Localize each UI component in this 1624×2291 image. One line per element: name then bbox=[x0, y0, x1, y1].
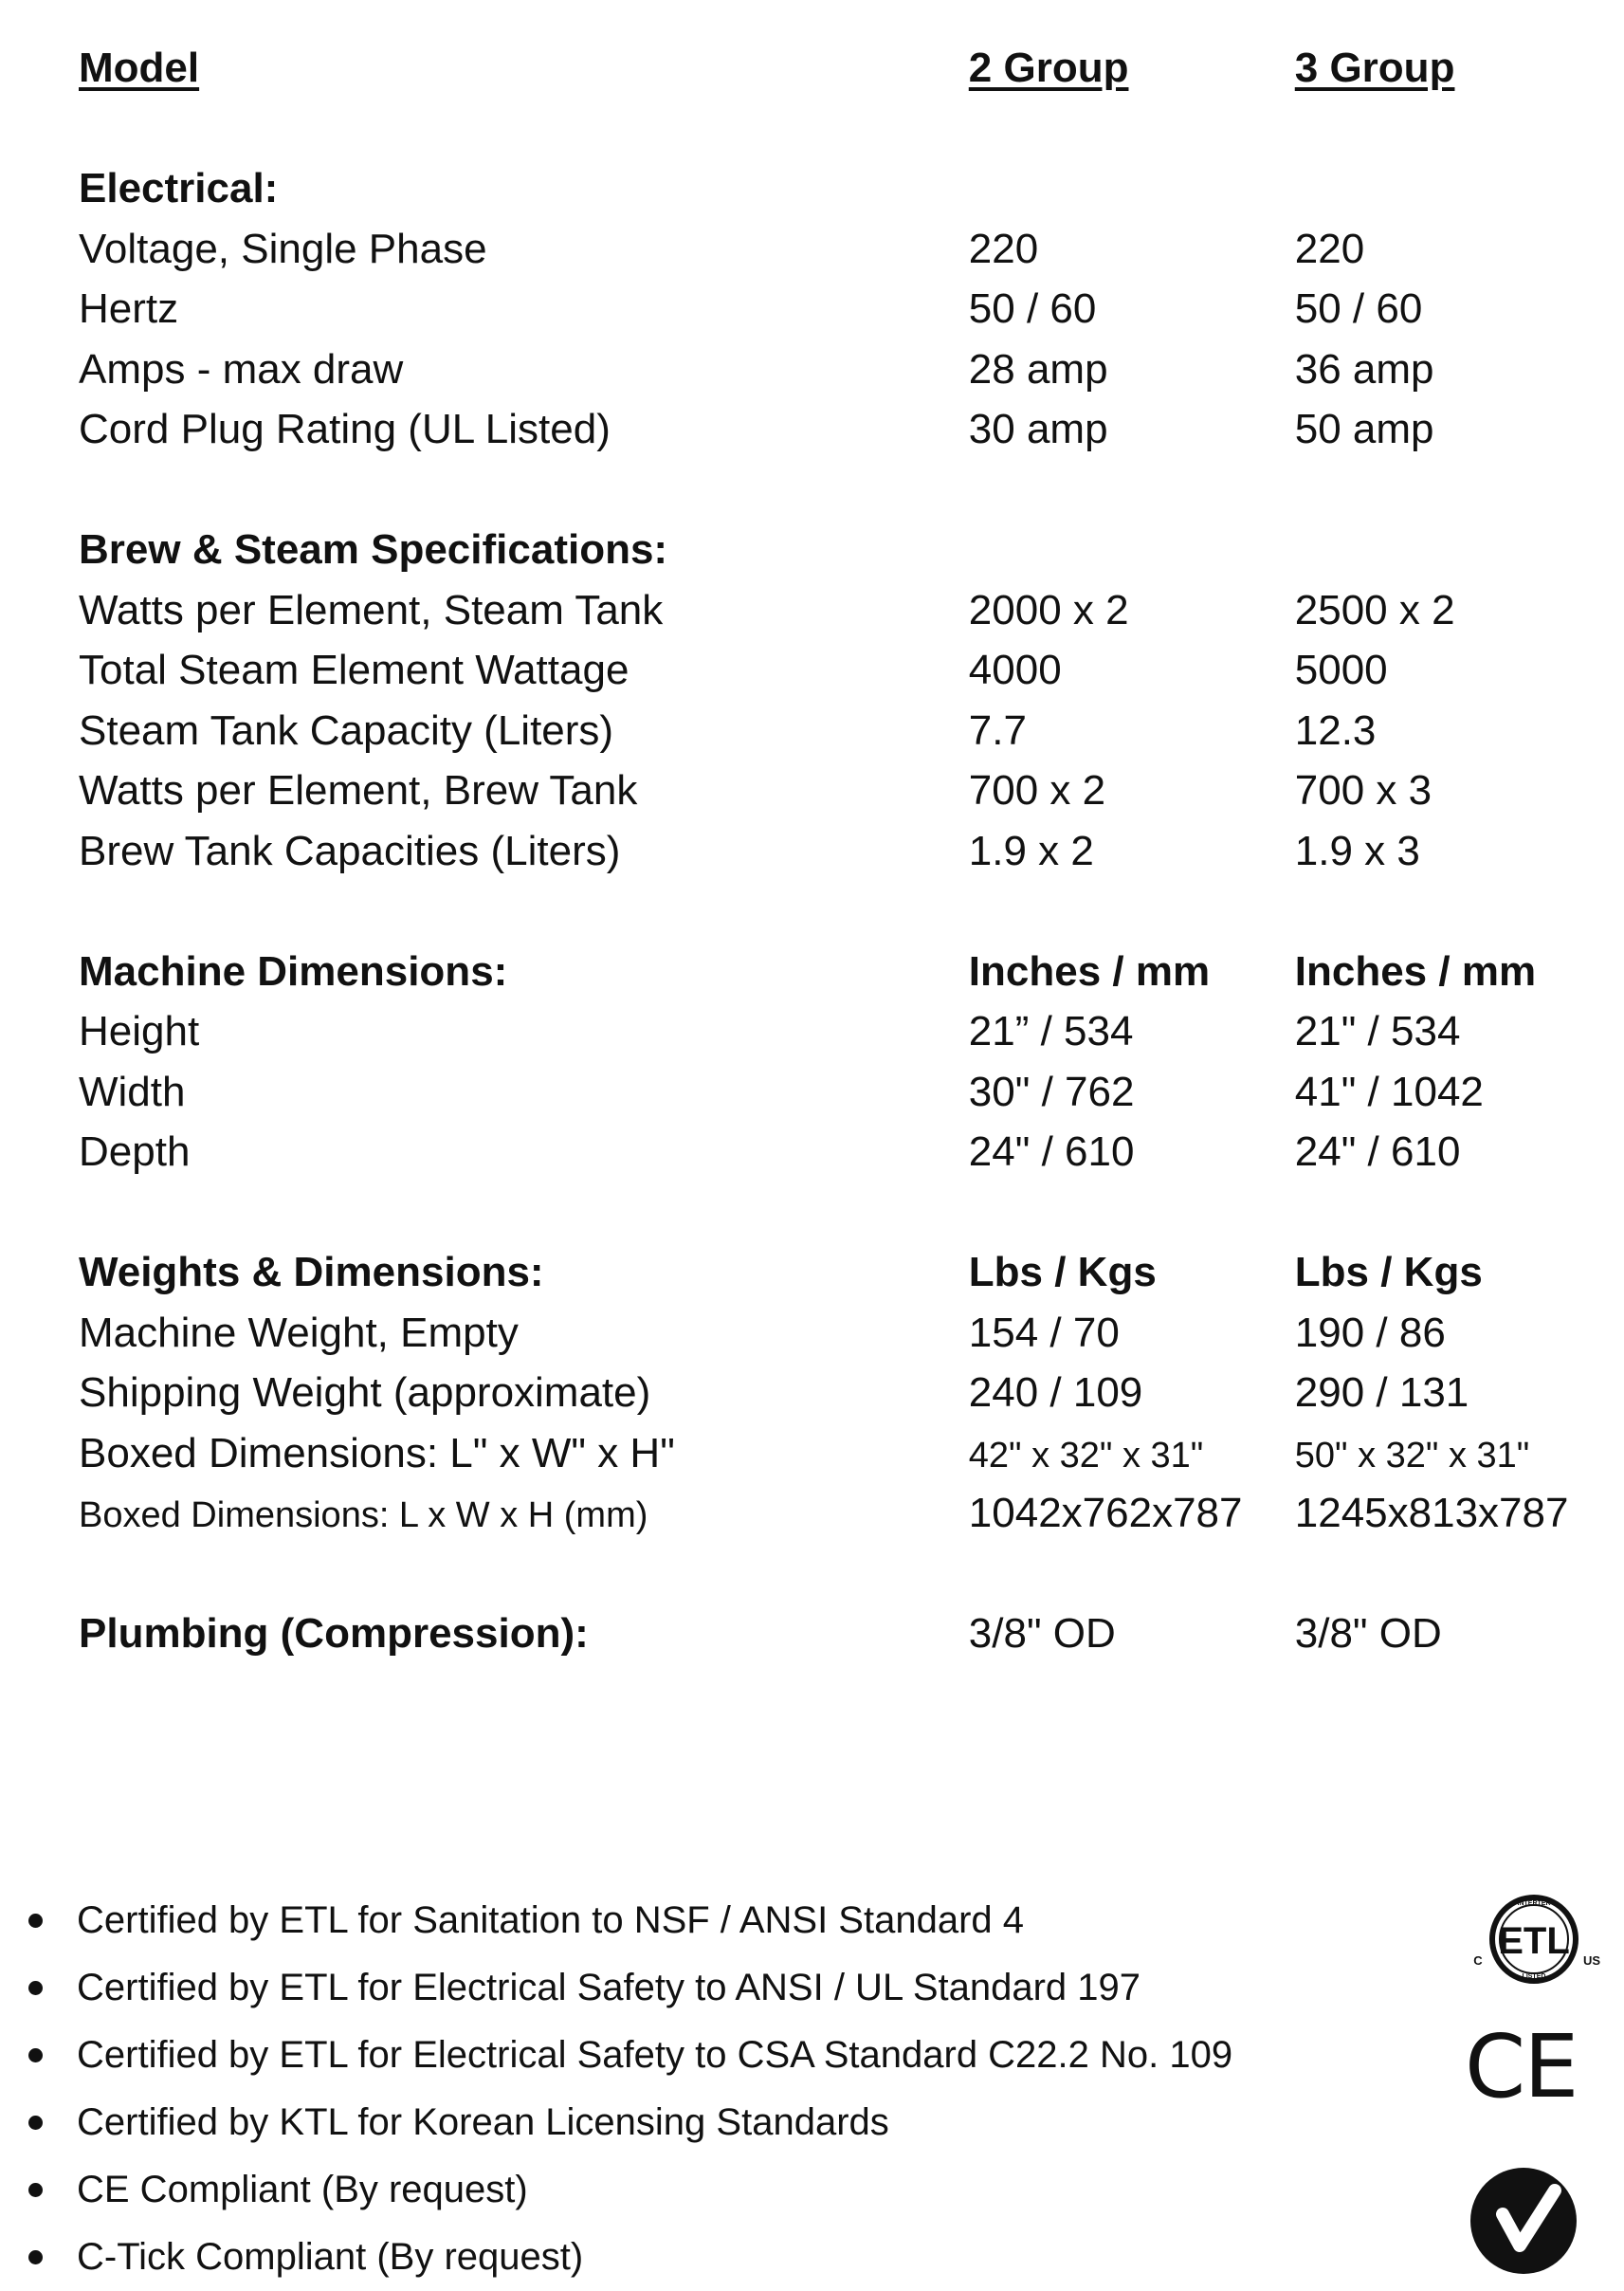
table-row: Height 21” / 534 21" / 534 bbox=[79, 1008, 1461, 1054]
certification-list bbox=[28, 1887, 1356, 2291]
table-row: Boxed Dimensions: L x W x H (mm) 1042x762x787 1245x813x787 bbox=[79, 1490, 1569, 1536]
list-item: CE Compliant (By request) bbox=[28, 2156, 1356, 2224]
table-row: Voltage, Single Phase 220 220 bbox=[79, 225, 1365, 272]
svg-text:C: C bbox=[1473, 1953, 1483, 1968]
svg-text:US: US bbox=[1582, 1953, 1601, 1968]
section-heading-brew-steam: Brew & Steam Specifications: bbox=[79, 526, 668, 573]
list-item: Certified by KTL for Korean Licensing Standards bbox=[28, 2089, 1356, 2156]
bullet-icon bbox=[28, 2116, 43, 2130]
table-row: Total Steam Element Wattage 4000 5000 bbox=[79, 647, 1388, 693]
model-header: Model bbox=[79, 45, 200, 91]
unit-label: Lbs / Kgs bbox=[1294, 1249, 1483, 1295]
header-row bbox=[79, 38, 1596, 99]
bullet-icon bbox=[28, 1981, 43, 1995]
list-item: Certified by ETL for Sanitation to NSF / ANSI Standard 4 bbox=[28, 1887, 1356, 1954]
table-row: Shipping Weight (approximate) 240 / 109 290 / 131 bbox=[79, 1369, 1469, 1416]
table-row: Brew Tank Capacities (Liters) 1.9 x 2 1.9 x 3 bbox=[79, 827, 1420, 874]
table-row: Watts per Element, Brew Tank 700 x 2 700 x 3 bbox=[79, 767, 1432, 814]
section-heading-machine-dimensions: Machine Dimensions: Inches / mm Inches / mm bbox=[79, 942, 1596, 1002]
table-row: Watts per Element, Steam Tank 2000 x 2 2500 x 2 bbox=[79, 586, 1455, 633]
group3-header: 3 Group bbox=[1294, 45, 1455, 91]
plumbing-row: Plumbing (Compression): 3/8" OD 3/8" OD bbox=[79, 1610, 1442, 1657]
spec-table bbox=[79, 38, 1596, 1664]
section-heading-weights: Weights & Dimensions: Lbs / Kgs Lbs / Kgs bbox=[79, 1242, 1596, 1303]
ce-mark-icon: CE bbox=[1465, 2016, 1578, 2117]
svg-text:INTERTEK: INTERTEK bbox=[1517, 1900, 1551, 1907]
table-row: Boxed Dimensions: L" x W" x H" 42" x 32" x 31" 50" x 32" x 31" bbox=[79, 1429, 1530, 1476]
list-item: Certified by ETL for Electrical Safety to ANSI / UL Standard 197 bbox=[28, 1954, 1356, 2022]
bullet-icon bbox=[28, 1914, 43, 1928]
unit-label: Inches / mm bbox=[1294, 947, 1537, 995]
table-row: Width 30" / 762 41" / 1042 bbox=[79, 1068, 1484, 1115]
unit-label: Lbs / Kgs bbox=[968, 1249, 1157, 1295]
group2-header: 2 Group bbox=[968, 45, 1129, 91]
svg-text:ETL: ETL bbox=[1498, 1920, 1570, 1962]
table-row: Steam Tank Capacity (Liters) 7.7 12.3 bbox=[79, 706, 1377, 754]
table-row: Machine Weight, Empty 154 / 70 190 / 86 bbox=[79, 1309, 1446, 1356]
list-item: C-Tick Compliant (By request) bbox=[28, 2224, 1356, 2291]
table-row: Cord Plug Rating (UL Listed) 30 amp 50 amp bbox=[79, 406, 1434, 452]
table-row: Amps - max draw 28 amp 36 amp bbox=[79, 345, 1434, 393]
svg-text:LISTED: LISTED bbox=[1522, 1973, 1546, 1980]
table-row: Hertz 50 / 60 50 / 60 bbox=[79, 285, 1423, 332]
unit-label: Inches / mm bbox=[968, 947, 1211, 995]
table-row: Depth 24" / 610 24" / 610 bbox=[79, 1128, 1461, 1175]
section-heading-electrical: Electrical: bbox=[79, 165, 279, 211]
bullet-icon bbox=[28, 2183, 43, 2197]
c-tick-icon bbox=[1465, 2162, 1588, 2276]
bullet-icon bbox=[28, 2048, 43, 2062]
bullet-icon bbox=[28, 2250, 43, 2264]
list-item: Certified by ETL for Electrical Safety to CSA Standard C22.2 No. 109 bbox=[28, 2022, 1356, 2089]
etl-listed-logo-icon bbox=[1463, 1887, 1605, 1991]
